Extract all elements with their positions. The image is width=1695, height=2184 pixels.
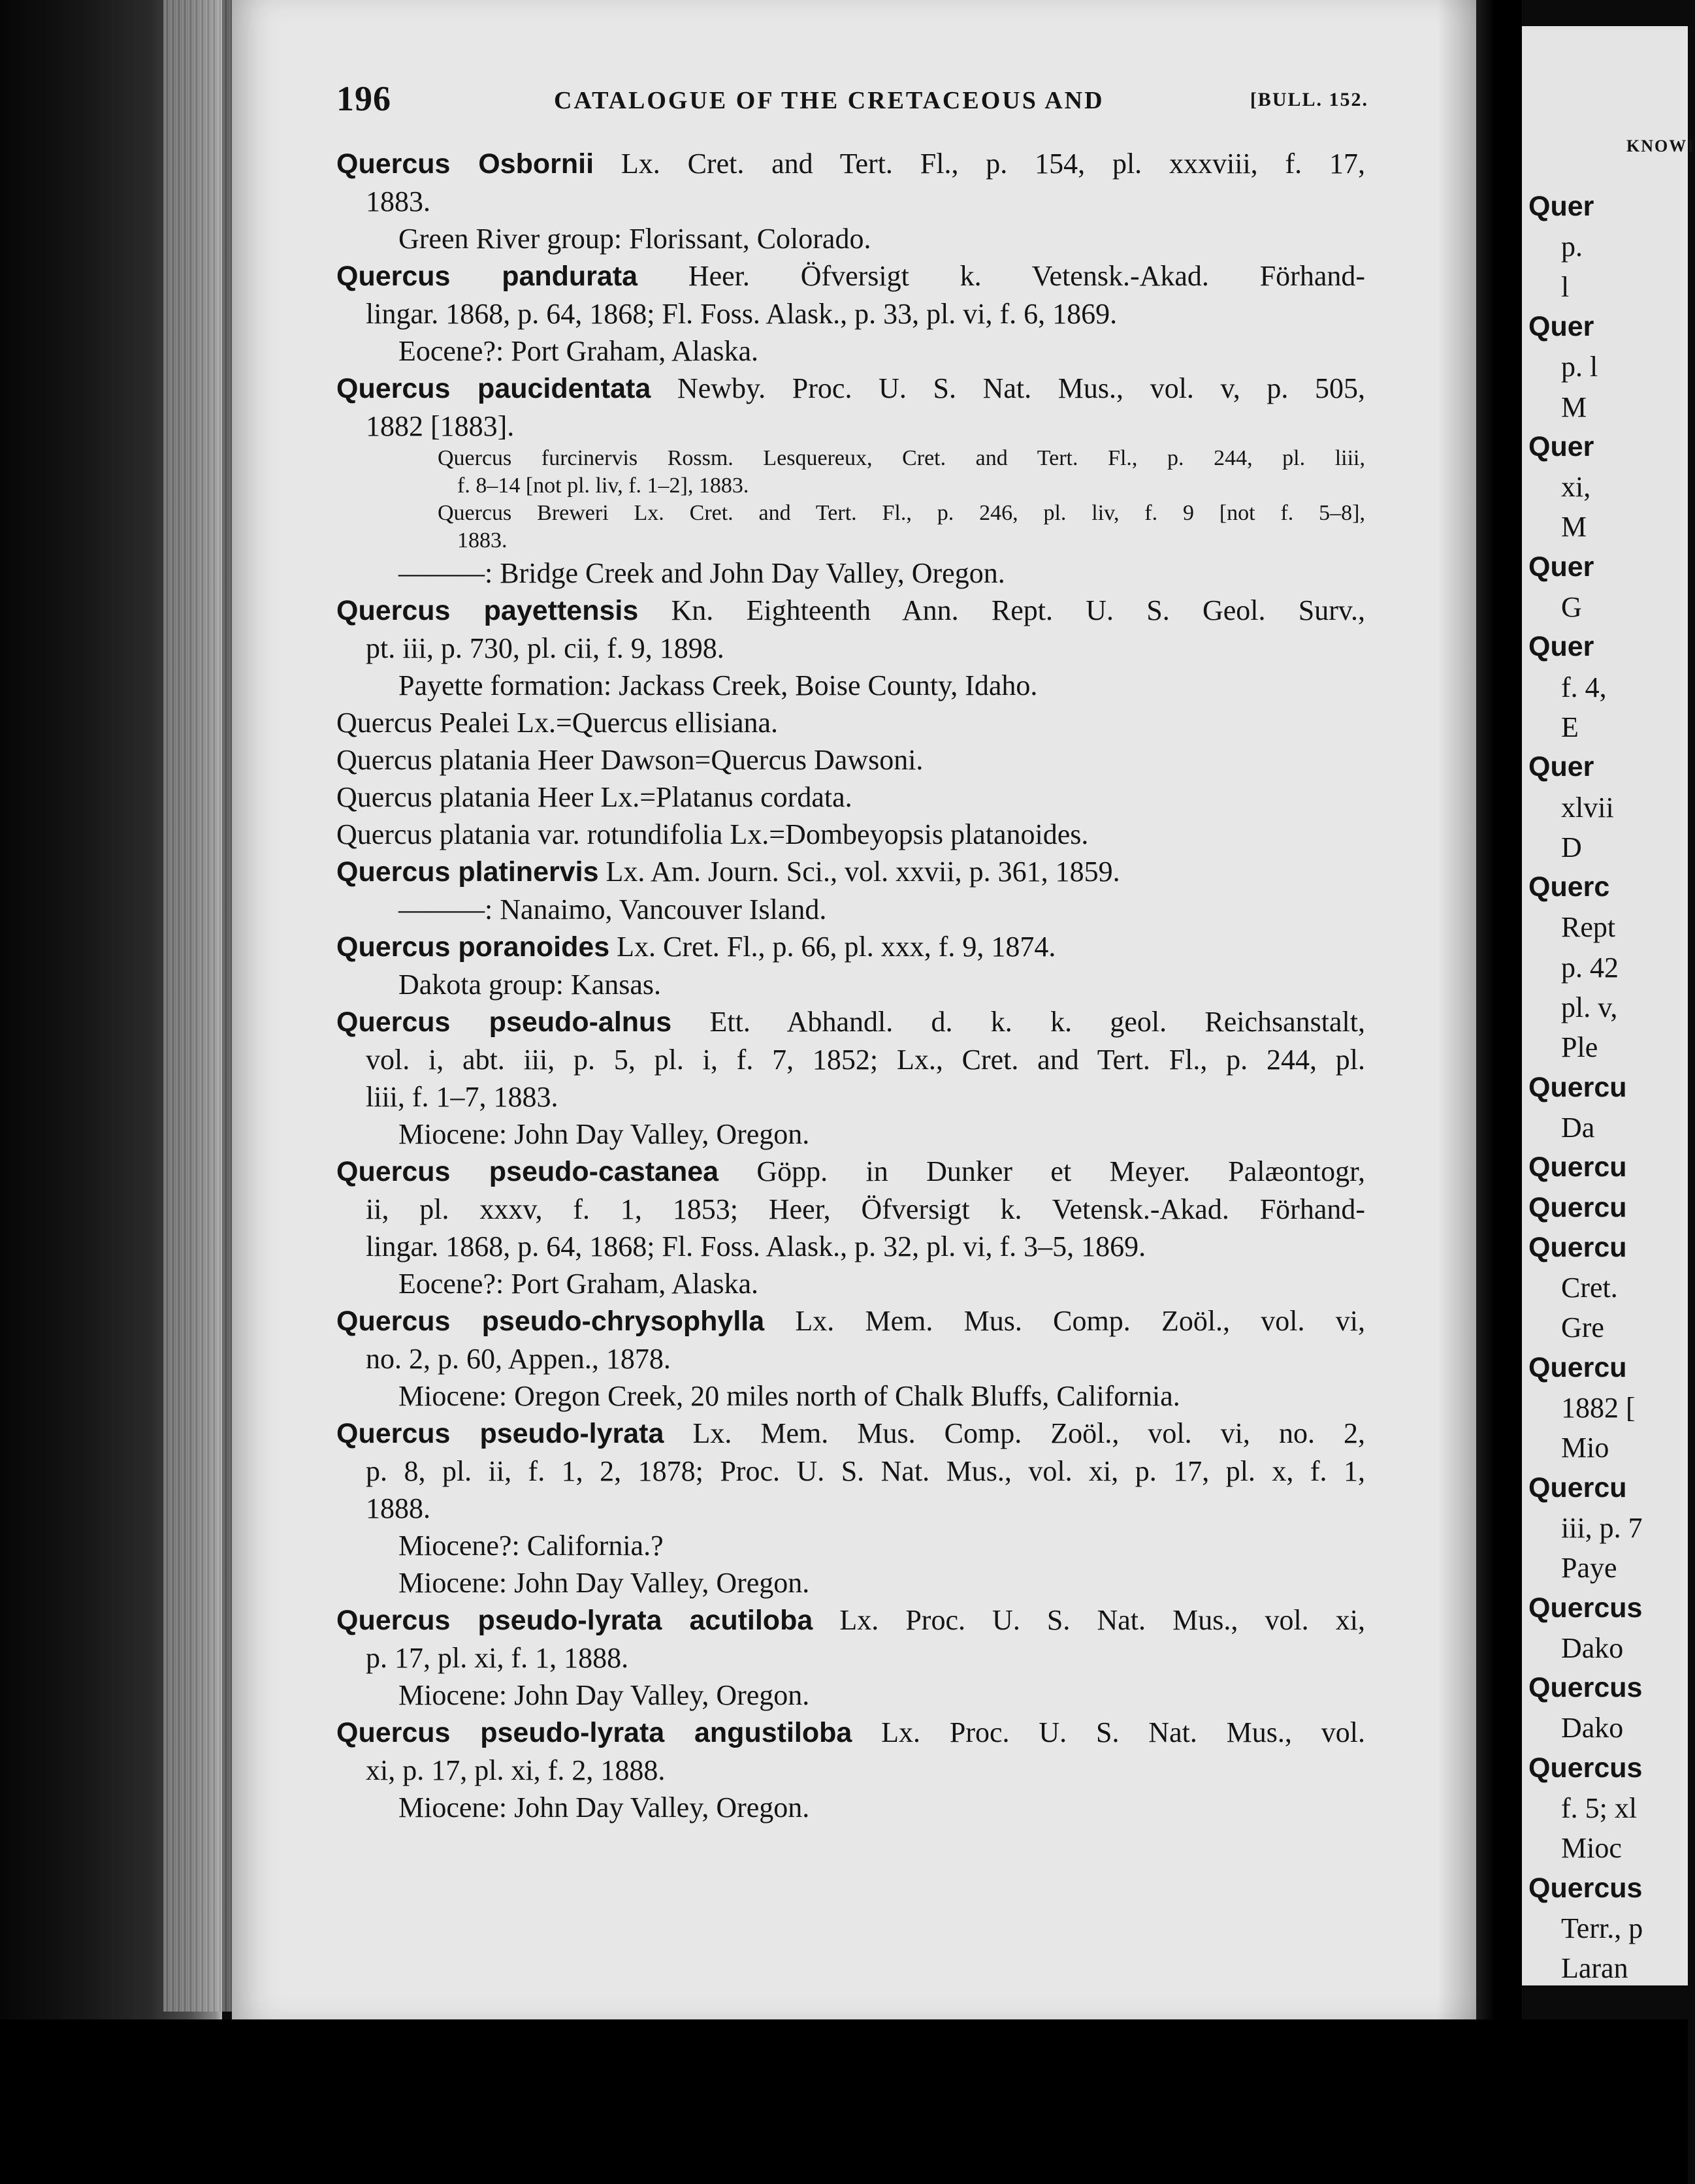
locality-line	[336, 1116, 1365, 1153]
catalogue-entry	[336, 1714, 1365, 1826]
citation-line	[336, 1340, 1365, 1377]
catalogue-entry	[336, 853, 1365, 928]
citation-line	[336, 1003, 1365, 1041]
right-page-fragment: Da	[1561, 1111, 1595, 1144]
right-page-fragment: 1882 [	[1561, 1392, 1636, 1424]
right-page-fragment: Ple	[1561, 1031, 1598, 1064]
citation-line	[336, 145, 1365, 183]
species-name: Quercus pandurata	[336, 261, 638, 292]
citation-text: Lx. Mem. Mus. Comp. Zoöl., vol. vi, no. 2,	[664, 1417, 1365, 1449]
locality-text: Payette formation: Jackass Creek, Boise County, Idaho.	[398, 669, 1038, 701]
right-page-fragment: Paye	[1561, 1552, 1617, 1584]
right-page-fragment: Laran	[1561, 1952, 1628, 1985]
locality-line	[336, 1789, 1365, 1826]
synonym-line: Quercus Breweri Lx. Cret. and Tert. Fl., p. 246, pl. liv, f. 9 [not f. 5–8],	[438, 501, 1365, 525]
citation-line	[336, 1639, 1365, 1677]
citation-text: 1883.	[366, 185, 430, 217]
catalogue-entry	[336, 741, 1365, 779]
species-name: Quercus pseudo-lyrata angustiloba	[336, 1717, 852, 1748]
catalogue-entry	[336, 592, 1365, 704]
citation-text: liii, f. 1–7, 1883.	[366, 1081, 558, 1113]
right-page-fragment: D	[1561, 831, 1582, 863]
right-page-fragment: iii, p. 7	[1561, 1511, 1643, 1544]
catalogue-entry	[336, 1601, 1365, 1714]
right-page-fragment: Quercus	[1528, 1872, 1643, 1904]
catalogue-entry	[336, 1003, 1365, 1153]
citation-text: no. 2, p. 60, Appen., 1878.	[366, 1343, 671, 1375]
cross-reference: Quercus platania Heer Dawson=Quercus Dawsoni.	[336, 744, 924, 776]
right-page-fragment: M	[1561, 511, 1587, 543]
right-page-fragment: Querc	[1528, 871, 1610, 903]
cross-reference: Quercus platania Heer Lx.=Platanus cordata.	[336, 781, 852, 813]
catalogue-entry	[336, 370, 1365, 592]
citation-line	[336, 1714, 1365, 1752]
right-page-fragment: pl. v,	[1561, 991, 1618, 1023]
right-page	[1522, 26, 1695, 1985]
locality-text: ———: Nanaimo, Vancouver Island.	[398, 893, 827, 925]
citation-text: lingar. 1868, p. 64, 1868; Fl. Foss. Alask., p. 33, pl. vi, f. 6, 1869.	[366, 298, 1118, 330]
species-name: Quercus pseudo-lyrata acutiloba	[336, 1605, 813, 1636]
citation-line	[336, 1490, 1365, 1527]
citation-line	[336, 408, 1365, 445]
catalogue-entry	[336, 145, 1365, 257]
locality-text: Miocene: John Day Valley, Oregon.	[398, 1791, 810, 1823]
synonym-line: f. 8–14 [not pl. liv, f. 1–2], 1883.	[457, 474, 749, 498]
citation-text: Lx. Cret. Fl., p. 66, pl. xxx, f. 9, 1874.	[609, 931, 1056, 963]
right-page-fragment: Mio	[1561, 1432, 1609, 1464]
locality-text: Eocene?: Port Graham, Alaska.	[398, 335, 759, 367]
citation-line	[336, 257, 1365, 295]
right-page-header: KNOWI	[1626, 136, 1695, 155]
catalogue-entry	[336, 928, 1365, 1003]
locality-line	[336, 1377, 1365, 1415]
citation-text: Lx. Am. Journ. Sci., vol. xxvii, p. 361, 1859.	[598, 856, 1120, 888]
locality-text: Miocene: John Day Valley, Oregon.	[398, 1118, 810, 1150]
locality-text: Miocene: Oregon Creek, 20 miles north of Chalk Bluffs, California.	[398, 1380, 1180, 1412]
citation-text: Göpp. in Dunker et Meyer. Palæontogr,	[718, 1155, 1365, 1187]
citation-text: lingar. 1868, p. 64, 1868; Fl. Foss. Alask., p. 32, pl. vi, f. 3–5, 1869.	[366, 1230, 1146, 1262]
locality-line	[336, 554, 1365, 592]
catalogue-body	[336, 145, 1365, 1826]
locality-line	[336, 1527, 1365, 1564]
citation-text: Ett. Abhandl. d. k. k. geol. Reichsanstalt,	[671, 1006, 1365, 1038]
right-page-fragment: xi,	[1561, 471, 1591, 504]
species-name: Quercus paucidentata	[336, 373, 651, 404]
locality-text: Green River group: Florissant, Colorado.	[398, 223, 871, 255]
locality-line	[336, 1564, 1365, 1601]
citation-line	[336, 1752, 1365, 1789]
citation-text: 1882 [1883].	[366, 410, 515, 442]
running-title: CATALOGUE OF THE CRETACEOUS AND	[554, 87, 1105, 114]
right-page-fragment: Quer	[1528, 430, 1594, 462]
citation-text: ii, pl. xxxv, f. 1, 1853; Heer, Öfversigt k. Vetensk.-Akad. Förhand-	[366, 1193, 1365, 1225]
right-page-fragment: f. 4,	[1561, 671, 1607, 703]
right-page-fragment: Quer	[1528, 631, 1594, 663]
locality-line	[336, 220, 1365, 257]
right-page-fragment: Quer	[1528, 751, 1594, 783]
citation-line	[336, 1601, 1365, 1639]
locality-text: Miocene?: California.?	[398, 1530, 664, 1562]
locality-line	[336, 332, 1365, 370]
species-name: Quercus poranoides	[336, 931, 610, 963]
citation-line	[336, 1302, 1365, 1340]
citation-text: Lx. Proc. U. S. Nat. Mus., vol.	[852, 1716, 1366, 1748]
right-page-fragment: Dako	[1561, 1631, 1624, 1664]
right-page-fragment: Quercu	[1528, 1151, 1627, 1183]
right-page-fragment: M	[1561, 391, 1587, 423]
locality-line	[336, 966, 1365, 1003]
right-page-fragment: Mioc	[1561, 1832, 1622, 1865]
citation-line	[336, 295, 1365, 332]
right-page-fragment: Cret.	[1561, 1272, 1618, 1304]
species-name: Quercus pseudo-lyrata	[336, 1418, 664, 1449]
species-name: Quercus payettensis	[336, 595, 639, 626]
locality-text: Miocene: John Day Valley, Oregon.	[398, 1679, 810, 1711]
citation-line	[336, 592, 1365, 630]
bulletin-number: [BULL. 152.	[1250, 89, 1368, 110]
species-name: Quercus pseudo-alnus	[336, 1006, 672, 1038]
catalogue-entry	[336, 1302, 1365, 1415]
right-page-fragment: Quercus	[1528, 1752, 1643, 1784]
locality-text: Dakota group: Kansas.	[398, 969, 662, 1001]
citation-line	[336, 1453, 1365, 1490]
right-page-fragment: xlvii	[1561, 791, 1614, 824]
right-page-fragment: Rept	[1561, 911, 1616, 944]
spine-shadow	[1437, 0, 1476, 2019]
citation-text: Kn. Eighteenth Ann. Rept. U. S. Geol. Surv.,	[638, 594, 1365, 626]
species-name: Quercus Osbornii	[336, 148, 594, 180]
species-name: Quercus pseudo-castanea	[336, 1156, 719, 1187]
right-page-fragment: G	[1561, 591, 1582, 623]
right-page-fragment: Quer	[1528, 310, 1594, 342]
citation-line	[336, 1228, 1365, 1265]
citation-line	[336, 630, 1365, 667]
right-page-fragment: Terr., p	[1561, 1912, 1643, 1944]
book-spine	[1476, 0, 1522, 2184]
synonym-line: 1883.	[457, 528, 508, 553]
citation-line	[336, 853, 1365, 891]
locality-line	[336, 667, 1365, 704]
right-page-fragment: Quercu	[1528, 1191, 1627, 1223]
citation-text: pt. iii, p. 730, pl. cii, f. 9, 1898.	[366, 632, 724, 664]
right-page-fragment: Quercu	[1528, 1471, 1627, 1503]
page-number: 196	[336, 79, 391, 118]
citation-text: xi, p. 17, pl. xi, f. 2, 1888.	[366, 1754, 666, 1786]
species-name: Quercus pseudo-chrysophylla	[336, 1306, 765, 1337]
right-page-fragment: p. l	[1561, 351, 1598, 383]
scan-background	[0, 2019, 1688, 2184]
cross-reference: Quercus Pealei Lx.=Quercus ellisiana.	[336, 707, 779, 739]
citation-line	[336, 928, 1365, 966]
right-page-fragment: p.	[1561, 231, 1583, 263]
right-page-fragment: Dako	[1561, 1712, 1624, 1744]
catalogue-entry	[336, 779, 1365, 816]
right-page-fragment: Quercus	[1528, 1592, 1643, 1624]
right-page-fragment: Gre	[1561, 1311, 1604, 1344]
cross-reference: Quercus platania var. rotundifolia Lx.=Dombeyopsis platanoides.	[336, 818, 1089, 850]
catalogue-entry	[336, 816, 1365, 853]
right-page-fragment: p. 42	[1561, 951, 1619, 984]
right-page-fragment: Quercus	[1528, 1672, 1643, 1704]
locality-text: ———: Bridge Creek and John Day Valley, Oregon.	[398, 557, 1005, 589]
citation-line	[336, 1041, 1365, 1078]
citation-text: vol. i, abt. iii, p. 5, pl. i, f. 7, 1852; Lx., Cret. and Tert. Fl., p. 244, pl.	[366, 1044, 1365, 1076]
species-name: Quercus platinervis	[336, 856, 599, 888]
catalogue-entry	[336, 1415, 1365, 1601]
right-page-fragment: Quer	[1528, 551, 1594, 583]
locality-text: Eocene?: Port Graham, Alaska.	[398, 1268, 759, 1300]
citation-text: p. 8, pl. ii, f. 1, 2, 1878; Proc. U. S. Nat. Mus., vol. xi, p. 17, pl. x, f. 1,	[366, 1455, 1365, 1487]
citation-text: Lx. Proc. U. S. Nat. Mus., vol. xi,	[813, 1604, 1365, 1636]
right-page-fragment: l	[1561, 270, 1570, 303]
locality-text: Miocene: John Day Valley, Oregon.	[398, 1567, 810, 1599]
catalogue-entry	[336, 1153, 1365, 1302]
right-page-fragment: Quercu	[1528, 1351, 1627, 1383]
citation-text: p. 17, pl. xi, f. 1, 1888.	[366, 1642, 629, 1674]
citation-line	[336, 1078, 1365, 1116]
citation-text: Heer. Öfversigt k. Vetensk.-Akad. Förhand-	[638, 260, 1366, 292]
page-edges	[163, 0, 235, 2012]
locality-line	[336, 891, 1365, 928]
citation-line	[336, 183, 1365, 220]
running-header	[336, 78, 1368, 118]
citation-text: Newby. Proc. U. S. Nat. Mus., vol. v, p. 505,	[651, 372, 1365, 404]
locality-line	[336, 1677, 1365, 1714]
citation-text: Lx. Mem. Mus. Comp. Zoöl., vol. vi,	[764, 1305, 1365, 1337]
citation-line	[336, 1415, 1365, 1453]
catalogue-entry	[336, 704, 1365, 741]
right-page-fragment: Quercu	[1528, 1071, 1627, 1103]
citation-text: Lx. Cret. and Tert. Fl., p. 154, pl. xxxviii, f. 17,	[594, 148, 1365, 180]
citation-line	[336, 1153, 1365, 1191]
right-page-fragment: E	[1561, 711, 1579, 743]
citation-text: 1888.	[366, 1492, 430, 1524]
locality-line	[336, 1265, 1365, 1302]
citation-line	[336, 370, 1365, 408]
right-page-fragment: Quercu	[1528, 1231, 1627, 1263]
citation-line	[336, 1191, 1365, 1228]
synonym-line: Quercus furcinervis Rossm. Lesquereux, Cret. and Tert. Fl., p. 244, pl. liii,	[438, 446, 1365, 470]
right-page-fragment: Quer	[1528, 191, 1594, 222]
right-page-fragment: f. 5; xl	[1561, 1792, 1638, 1824]
catalogue-entry	[336, 257, 1365, 370]
